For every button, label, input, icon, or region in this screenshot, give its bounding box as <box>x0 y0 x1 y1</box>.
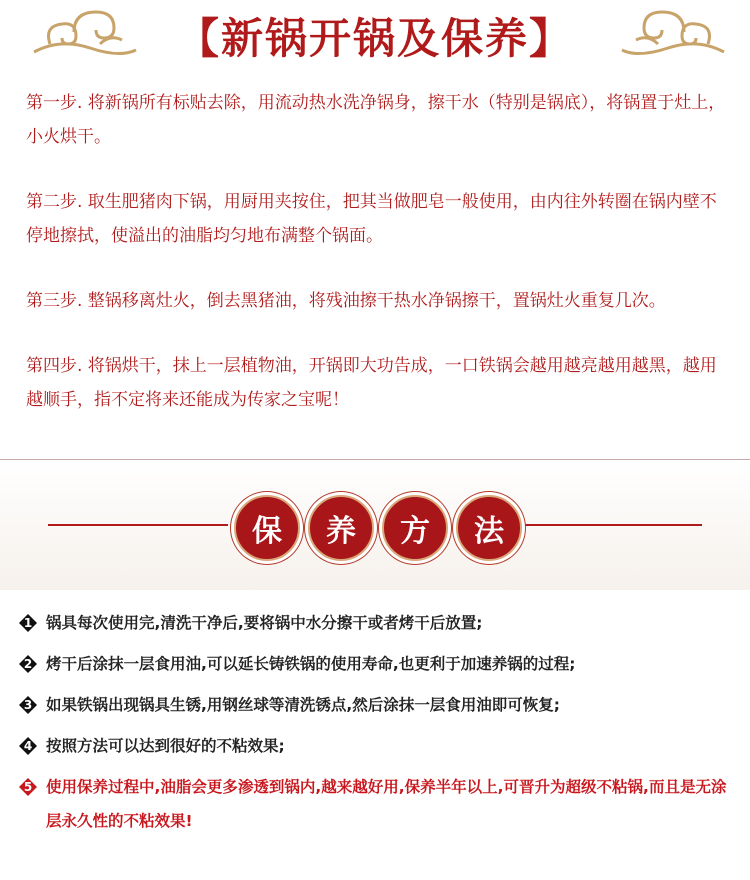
decor-line-right <box>522 524 702 526</box>
tip-item <box>18 733 738 759</box>
tip-item <box>18 610 738 636</box>
badge-fa: 法 <box>456 495 522 561</box>
maintenance-tips <box>18 610 738 853</box>
diamond-number-icon: 2 <box>18 654 38 674</box>
maintenance-title-badges <box>230 495 524 559</box>
badge-bao: 保 <box>234 495 300 561</box>
tip-item-highlight <box>18 774 738 838</box>
step-3: 第三步. 整锅移离灶火，倒去黑猪油，将残油擦干热水净锅擦干，置锅灶火重复几次。 <box>26 291 666 311</box>
seasoning-steps <box>26 86 726 448</box>
diamond-number-icon: 5 <box>18 777 38 797</box>
tip-text: 烤干后涂抹一层食用油,可以延长铸铁锅的使用寿命,也更利于加速养锅的过程; <box>46 655 576 673</box>
diamond-number-icon: 4 <box>18 736 38 756</box>
tip-item <box>18 692 738 718</box>
step-2: 第二步. 取生肥猪肉下锅，用厨用夹按住，把其当做肥皂一般使用，由内往外转圈在锅内壁不停地擦拭，使溢出的油脂均匀地布满整个锅面。 <box>26 192 717 246</box>
diamond-number-icon: 1 <box>18 613 38 633</box>
tip-text: 如果铁锅出现锅具生锈,用钢丝球等清洗锈点,然后涂抹一层食用油即可恢复; <box>46 696 560 714</box>
header <box>0 0 750 80</box>
tip-text: 锅具每次使用完,清洗干净后,要将锅中水分擦干或者烤干后放置; <box>46 614 483 632</box>
tip-text: 按照方法可以达到很好的不粘效果; <box>46 737 285 755</box>
badge-yang: 养 <box>308 495 374 561</box>
step-1: 第一步. 将新锅所有标贴去除，用流动热水洗净锅身，擦干水（特别是锅底），将锅置于灶上，小火烘干。 <box>26 93 726 147</box>
decor-line-left <box>48 524 228 526</box>
step-4: 第四步. 将锅烘干，抹上一层植物油，开锅即大功告成，一口铁锅会越用越亮越用越黑，越用越顺手，指不定将来还能成为传家之宝呢！ <box>26 356 717 410</box>
page-title: 【新锅开锅及保养】 <box>176 14 573 63</box>
tip-text: 使用保养过程中,油脂会更多渗透到锅内,越来越好用,保养半年以上,可晋升为超级不粘锅,而且是无涂层永久性的不粘效果! <box>46 778 727 830</box>
diamond-number-icon: 3 <box>18 695 38 715</box>
badge-fang: 方 <box>382 495 448 561</box>
auspicious-cloud-right-icon <box>618 8 728 64</box>
tip-item <box>18 651 738 677</box>
